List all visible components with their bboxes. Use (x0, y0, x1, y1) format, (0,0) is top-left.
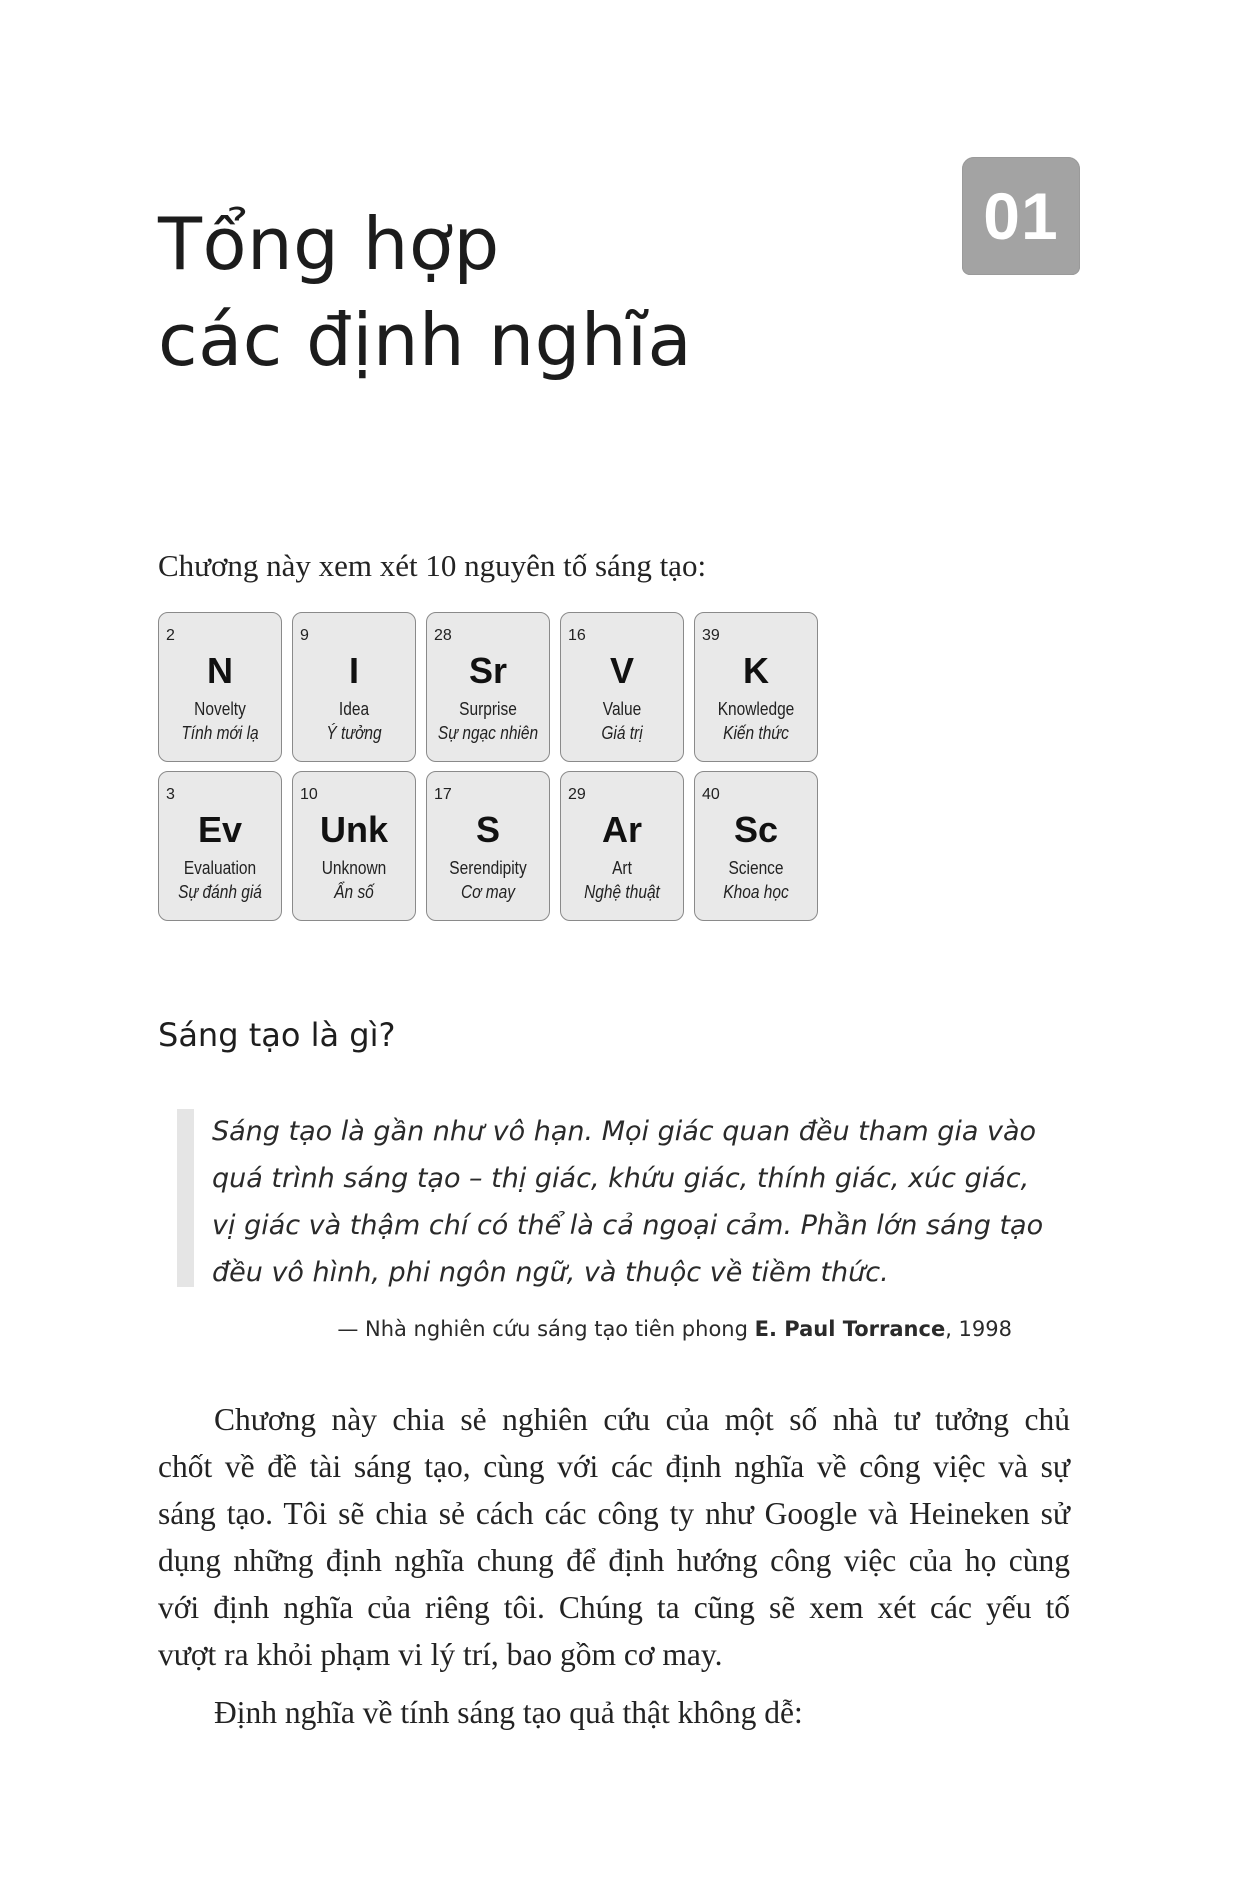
element-vietnamese-name: Ẩn số (334, 882, 374, 902)
element-number: 9 (300, 627, 309, 644)
attribution-year: , 1998 (945, 1317, 1012, 1341)
blockquote-bar (177, 1109, 194, 1287)
element-tile-knowledge (694, 612, 818, 762)
element-english-name: Evaluation (183, 858, 257, 878)
quote-line: vị giác và thậm chí có thể là cả ngoại cảm. Phần lớn sáng tạo (212, 1210, 1044, 1241)
element-vietnamese-name: Sự ngạc nhiên (437, 723, 539, 743)
element-english-name: Knowledge (717, 699, 795, 719)
paragraph-line: dụng những định nghĩa chung để định hướng công việc của họ cùng (158, 1543, 1070, 1578)
element-symbol: Ar (601, 809, 642, 850)
element-english-name: Surprise (459, 699, 517, 719)
element-symbol: Sr (468, 650, 508, 691)
element-number: 40 (702, 786, 720, 803)
element-tile-serendipity (426, 771, 550, 921)
element-tile-novelty (158, 612, 282, 762)
paragraph-line: Chương này chia sẻ nghiên cứu của một số nhà tư tưởng chủ (214, 1402, 1070, 1437)
element-tile-value (560, 612, 684, 762)
element-vietnamese-name: Cơ may (460, 882, 516, 902)
element-vietnamese-name: Khoa học (723, 882, 789, 902)
paragraph-line: sáng tạo. Tôi sẽ chia sẻ cách các công ty như Google và Heineken sử (158, 1496, 1070, 1531)
element-symbol: I (348, 650, 359, 691)
intro-text: Chương này xem xét 10 nguyên tố sáng tạo: (158, 548, 707, 583)
element-english-name: Science (728, 858, 784, 878)
section-heading: Sáng tạo là gì? (158, 1016, 396, 1054)
page-title-line-2: các định nghĩa (158, 298, 693, 382)
attribution-prefix: — Nhà nghiên cứu sáng tạo tiên phong (337, 1317, 755, 1341)
element-english-name: Serendipity (449, 858, 527, 878)
element-tile-science (694, 771, 818, 921)
element-number: 17 (434, 786, 452, 803)
attribution-author: E. Paul Torrance (754, 1317, 946, 1341)
body-paragraph-2 (158, 1689, 1070, 1736)
element-english-name: Idea (338, 699, 370, 719)
element-vietnamese-name: Ý tưởng (326, 723, 382, 743)
quote-line: đều vô hình, phi ngôn ngữ, và thuộc về tiềm thức. (212, 1257, 889, 1288)
element-number: 28 (434, 627, 452, 644)
element-number: 29 (568, 786, 586, 803)
element-tile-evaluation (158, 771, 282, 921)
element-number: 2 (166, 627, 175, 644)
body-paragraph-1 (158, 1396, 1070, 1678)
element-symbol: N (207, 650, 233, 691)
element-number: 39 (702, 627, 720, 644)
element-tile-unknown (292, 771, 416, 921)
element-symbol: K (743, 650, 769, 691)
element-english-name: Novelty (194, 699, 246, 719)
page-title (158, 196, 858, 388)
paragraph-line: Định nghĩa về tính sáng tạo quả thật không dễ: (214, 1695, 803, 1730)
element-vietnamese-name: Kiến thức (723, 723, 789, 743)
page-title-line-1: Tổng hợp (158, 202, 500, 286)
chapter-number-badge: 01 (962, 157, 1080, 275)
element-symbol: Unk (319, 809, 388, 850)
paragraph-line: chốt về đề tài sáng tạo, cùng với các định nghĩa về công việc và sự (158, 1449, 1070, 1484)
quote-attribution (212, 1317, 1012, 1341)
element-english-name: Unknown (321, 858, 387, 878)
creativity-elements-table (158, 612, 818, 921)
element-english-name: Art (612, 858, 632, 878)
element-number: 10 (300, 786, 318, 803)
element-number: 3 (166, 786, 175, 803)
element-symbol: Sc (733, 809, 779, 850)
element-english-name: Value (602, 699, 642, 719)
element-vietnamese-name: Sự đánh giá (178, 882, 262, 902)
element-symbol: V (609, 650, 634, 691)
paragraph-line: với định nghĩa của riêng tôi. Chúng ta cũng sẽ xem xét các yếu tố (158, 1590, 1070, 1625)
element-symbol: Ev (197, 809, 243, 850)
paragraph-line: vượt ra khỏi phạm vi lý trí, bao gồm cơ may. (158, 1637, 723, 1672)
element-tile-art (560, 771, 684, 921)
element-vietnamese-name: Tính mới lạ (181, 723, 259, 743)
element-vietnamese-name: Nghệ thuật (584, 882, 660, 902)
quote-line: Sáng tạo là gần như vô hạn. Mọi giác quan đều tham gia vào (212, 1116, 1037, 1147)
element-number: 16 (568, 627, 586, 644)
blockquote (212, 1108, 1044, 1296)
element-tile-idea (292, 612, 416, 762)
element-vietnamese-name: Giá trị (601, 723, 643, 743)
quote-line: quá trình sáng tạo – thị giác, khứu giác, thính giác, xúc giác, (212, 1163, 1030, 1194)
element-symbol: S (475, 809, 500, 850)
element-tile-surprise (426, 612, 550, 762)
